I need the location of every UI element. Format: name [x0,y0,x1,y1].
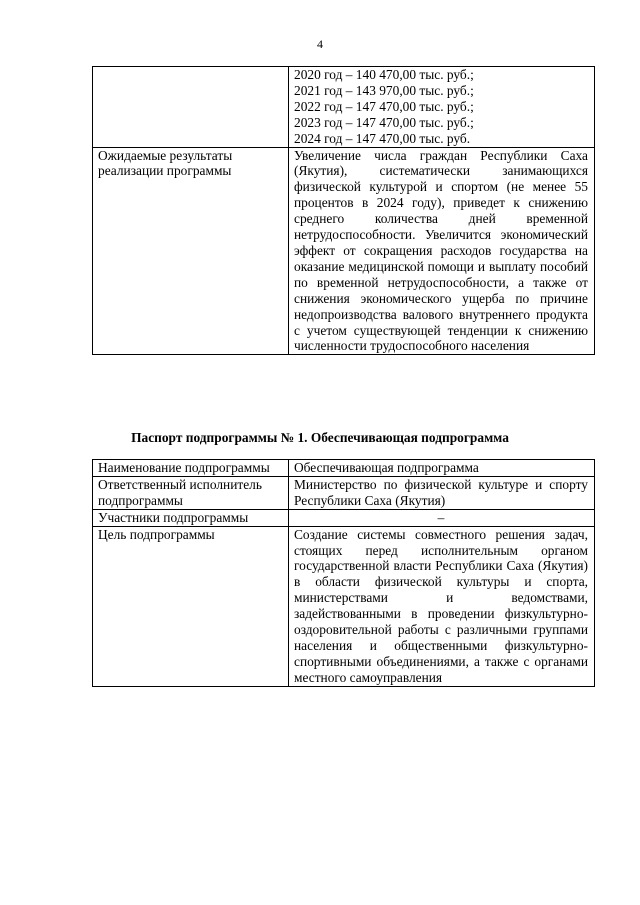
subprogram-passport-table [92,459,595,687]
expected-results-label: Ожидаемые результаты реализации программы [93,147,289,355]
subprogram-name-row [93,460,595,477]
page-number: 4 [317,37,323,51]
funding-value-cell [289,67,595,148]
executor-label: Ответственный исполнитель подпрограммы [93,476,289,509]
funding-line-2021: 2021 год – 143 970,00 тыс. руб.; [294,82,474,98]
expected-results-text: Увеличение числа граждан Республики Саха (Якутия), систематически занимающихся физической культурой и спортом (не менее 55 процентов в 2024 году), приведет к снижению среднего количества дней временной нетрудоспособности. Увеличится экономический эффект от сокращения расходов государства на оказание медицинской помощи и выплату пособий по временной нетрудоспособности, а также от снижения экономического ущерба по причине недопроизводства валового внутреннего продукта с учетом существующей тенденции к снижению численности трудоспособного населения [289,147,595,355]
funding-label-cell [93,67,289,148]
subprogram-name-value: Обеспечивающая подпрограмма [289,460,595,477]
funding-row [93,67,595,148]
subprogram-name-label: Наименование подпрограммы [93,460,289,477]
participants-label: Участники подпрограммы [93,509,289,526]
program-passport-table [92,66,595,355]
funding-line-2023: 2023 год – 147 470,00 тыс. руб.; [294,114,474,130]
funding-line-2024: 2024 год – 147 470,00 тыс. руб. [294,130,471,146]
goal-row [93,526,595,686]
goal-label: Цель подпрограммы [93,526,289,686]
executor-value: Министерство по физической культуре и спорту Республики Саха (Якутия) [289,476,595,509]
funding-line-2022: 2022 год – 147 470,00 тыс. руб.; [294,98,474,114]
executor-row [93,476,595,509]
funding-line-2020: 2020 год – 140 470,00 тыс. руб.; [294,67,474,82]
expected-results-row [93,147,595,355]
participants-row [93,509,595,526]
subprogram-heading: Паспорт подпрограммы № 1. Обеспечивающая подпрограмма [131,430,509,445]
participants-value: – [289,509,595,526]
goal-value: Создание системы совместного решения задач, стоящих перед исполнительным органом государственной власти Республики Саха (Якутия) в области физической культуры и спорта, министерствами и ведомствами, задействованными в проведении физкультурно-оздоровительной работы с различными группами населения и общественными физкультурно-спортивными объединениями, а также с органами местного самоуправления [289,526,595,686]
